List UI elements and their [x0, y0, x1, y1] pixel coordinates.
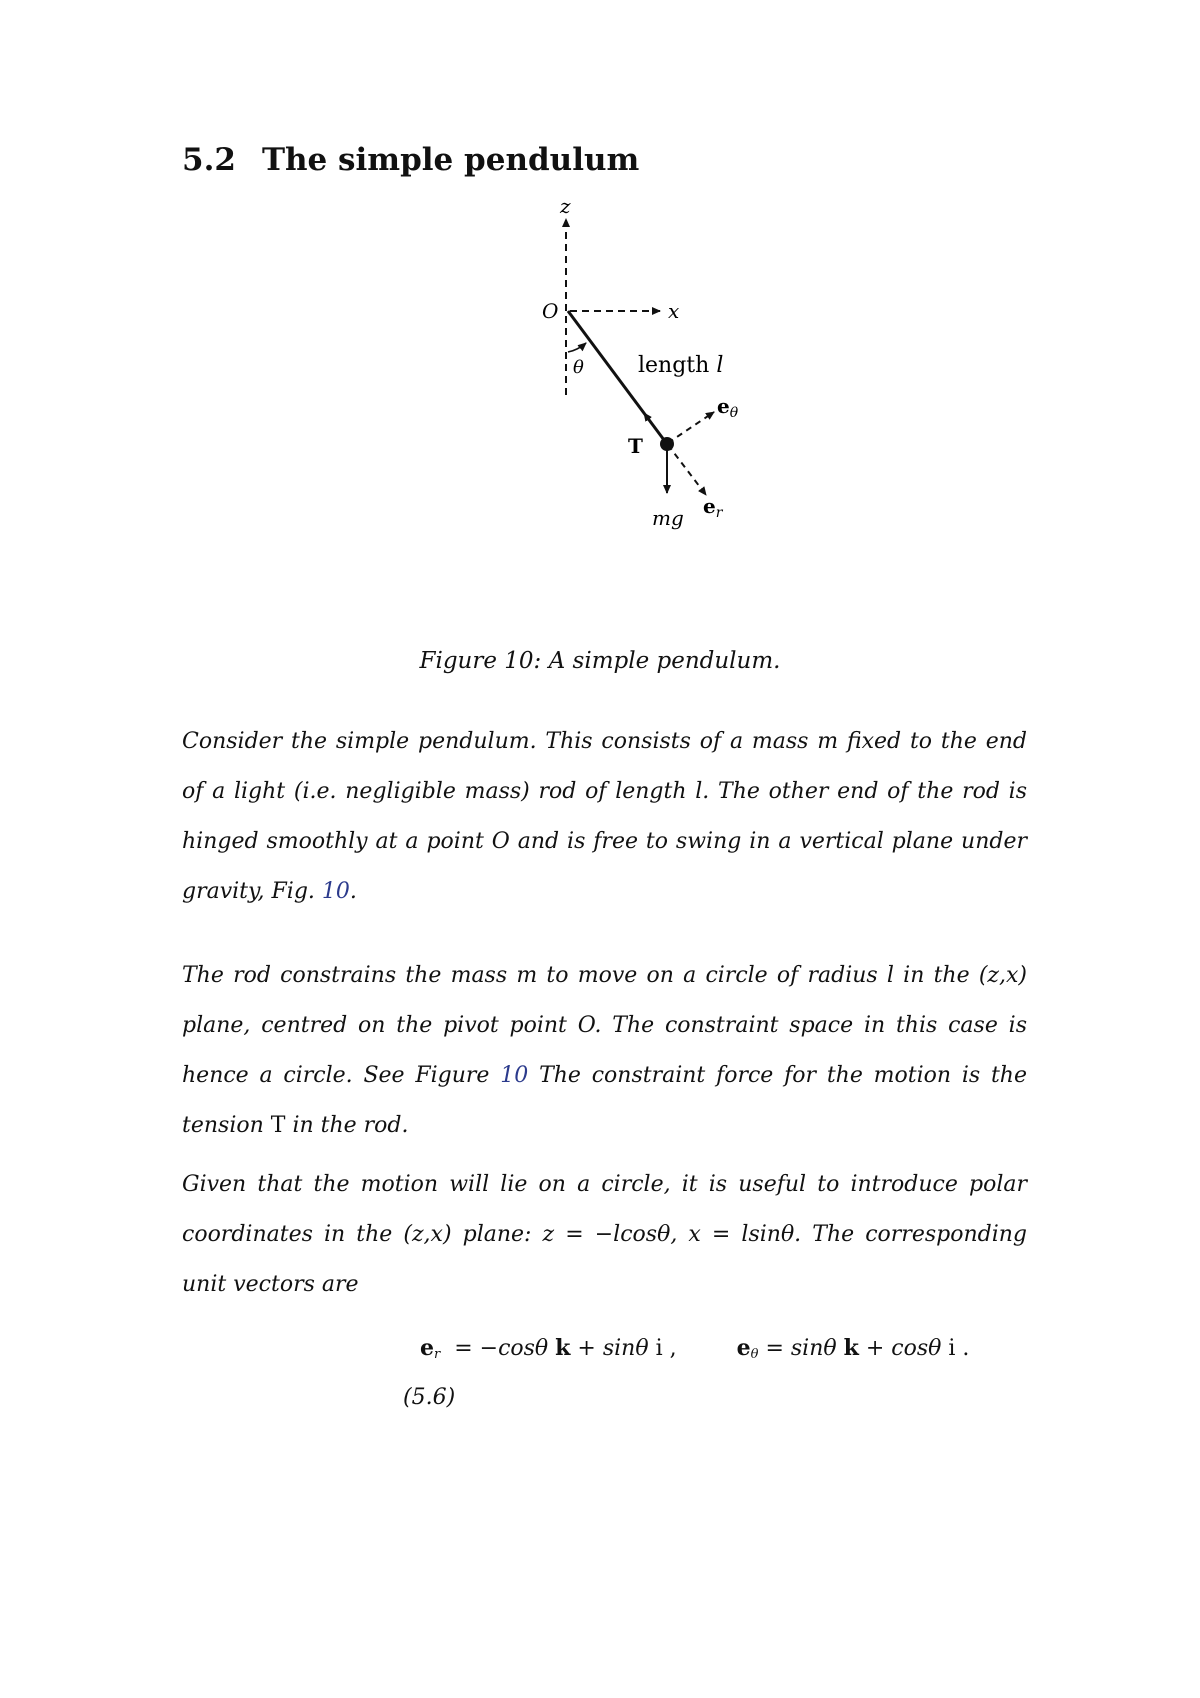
- pendulum-diagram: [542, 194, 820, 585]
- paragraph-3: Given that the motion will lie on a circle, it is useful to introduce polar coordinates in the (z,x) plane: z = −lcosθ, x = lsinθ. The corresponding unit vectors are: [182, 1172, 1027, 1297]
- eq-term: = −cosθ: [440, 1336, 556, 1361]
- paragraph-2: [182, 951, 1027, 1151]
- tension-label: T: [628, 434, 643, 458]
- eq-separator: ,: [662, 1336, 677, 1361]
- e-r-label: $e_r$: [703, 494, 723, 521]
- eq-term: + cosθ: [858, 1336, 949, 1361]
- theta-arc: [568, 343, 586, 352]
- e-theta-label: $e_\theta$: [717, 394, 739, 421]
- section-number: 5.2: [182, 142, 236, 178]
- paragraph-1: [182, 717, 1027, 917]
- tension-arrow: [644, 413, 652, 424]
- length-label: length l: [638, 353, 724, 378]
- e-r-symbol: $e_r$: [420, 1335, 441, 1362]
- section-heading: [182, 142, 639, 178]
- e-theta-arrow: [668, 412, 714, 443]
- pendulum-bob: [660, 437, 674, 451]
- pendulum-figure: [542, 194, 820, 585]
- paragraph-2-text: The rod constrains the mass m to move on a circle of radius l in the (z,x) plane, centred on the pivot point O. The constraint space in this case is hence a circle. See Figure: [182, 963, 1027, 1088]
- origin-label: O: [542, 299, 559, 323]
- i-vector: i: [948, 1336, 956, 1361]
- paragraph-1-end: .: [349, 879, 357, 904]
- weight-label: mg: [652, 506, 684, 530]
- paragraph-1-text: Consider the simple pendulum. This consists of a mass m fixed to the end of a light (i.e. negligible mass) rod of length l. The other end of the rod is hinged smoothly at a point O and is free to swing in a vertical plane under gravity, Fig.: [182, 729, 1027, 904]
- eq-term: + sinθ: [570, 1336, 656, 1361]
- equation-number: (5.6): [403, 1385, 456, 1410]
- tension-symbol: T: [270, 1113, 286, 1138]
- unit-vector-equation: [420, 1335, 969, 1362]
- i-vector: i: [655, 1336, 663, 1361]
- section-title: The simple pendulum: [261, 142, 640, 178]
- figure-ref-link[interactable]: 10: [321, 879, 350, 904]
- z-label: z: [560, 194, 571, 218]
- eq-term: = sinθ: [758, 1336, 844, 1361]
- eq-end: .: [955, 1336, 970, 1361]
- figure-ref-link[interactable]: 10: [500, 1063, 529, 1088]
- e-theta-symbol: $e_\theta$: [736, 1335, 759, 1362]
- x-label: x: [668, 299, 680, 323]
- figure-caption: Figure 10: A simple pendulum.: [419, 648, 781, 674]
- e-r-arrow: [668, 445, 706, 495]
- k-vector: k: [843, 1335, 859, 1361]
- paragraph-2-end: in the rod.: [285, 1113, 409, 1138]
- theta-label: θ: [573, 357, 584, 378]
- paragraph-2-mid: The constraint force for the motion is the tension: [182, 1063, 1027, 1138]
- k-vector: k: [555, 1335, 571, 1361]
